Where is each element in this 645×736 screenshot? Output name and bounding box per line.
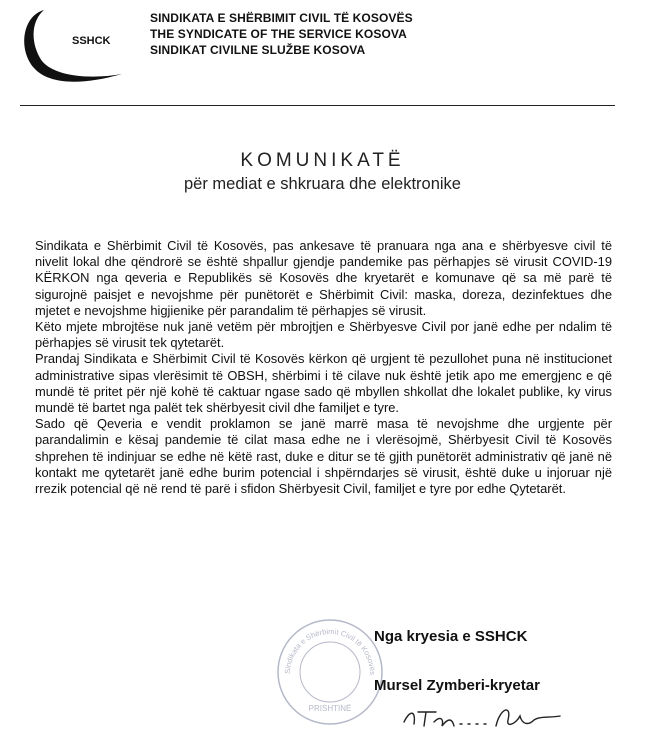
paragraph: Prandaj Sindikata e Shërbimit Civil të Kosovës kërkon që urgjent të pezullohet puna në institucionet administrative sipas vlerësimit të OBSH, shërbimi i të cilave nuk është jetik apo me emergjenc e që mundë të pritet për një kohë të caktuar ngase sado që mbyllen shkollat dhe lokalet publike, ky virus mundë të bartet nga palët tek shërbyesit civil dhe familjet e tyre. (35, 351, 612, 416)
document-subtitle: për mediat e shkruara dhe elektronike (184, 175, 461, 193)
svg-text:Sindikata e Shërbimit Civil të (283, 627, 377, 675)
paragraph: Sado që Qeveria e vendit proklamon se janë marrë masa të nevojshme dhe urgjente për parandalimin e kësaj pandemie të cilat masa edhe ne i vlerësojmë, Shërbyesit Civil të Kosovës shprehen të indinjuar se edhe në këtë rast, duke e ditur se të gjith punëtorët administrativ që janë në kontakt me qytetarët janë edhe burim potencial i shpërndarjes së virusit, është duke u injoruar një rrezik potencial që në rend të parë i sfidon Shërbyesit Civil, familjet e tyre por edhe Qytetarët. (35, 416, 612, 497)
paragraph: Sindikata e Shërbimit Civil të Kosovës, pas ankesave të pranuara nga ana e shërbyesve civil të nivelit lokal dhe qëndrorë se është shpallur gjendje pandemike pas përhapjes së virusit COVID-19 KËRKON nga qeveria e Republikës së Kosovës dhe kryetarët e komunave që sa më parë të sigurojnë paisjet e nevojshme për punëtorët e Shërbimit Civil: maska, doreza, dezinfektues dhe mjetet e nevojshme higjienike për parandalim të përhapjes së virusit. (35, 238, 612, 318)
sshck-logo (14, 6, 136, 86)
stamp-city: PRISHTINË (308, 704, 352, 713)
paragraph: Këto mjete mbrojtëse nuk janë vetëm për mbrojtjen e Shërbyesve Civil por janë edhe per ndalim të përhapjes së virusit tek qytetarët. (35, 319, 612, 351)
document-body (35, 238, 612, 497)
letterhead-line-3: SINDIKAT CIVILNE SLUŽBE KOSOVA (150, 43, 366, 57)
letterhead-line-1: SINDIKATA E SHËRBIMIT CIVIL TË KOSOVËS (150, 11, 413, 25)
header-divider (20, 105, 615, 106)
stamp-ring-text: Sindikata e Shërbimit Civil të Kosovës (282, 626, 378, 676)
signature-from: Nga kryesia e SSHCK (374, 628, 528, 645)
signatory-name: Mursel Zymberi-kryetar (374, 677, 540, 694)
document-title: KOMUNIKATË (240, 150, 405, 171)
handwritten-signature (400, 700, 570, 734)
logo-text: SSHCK (72, 35, 111, 47)
official-stamp (270, 612, 390, 732)
letterhead (150, 10, 413, 58)
letterhead-line-2: THE SYNDICATE OF THE SERVICE KOSOVA (150, 27, 407, 41)
